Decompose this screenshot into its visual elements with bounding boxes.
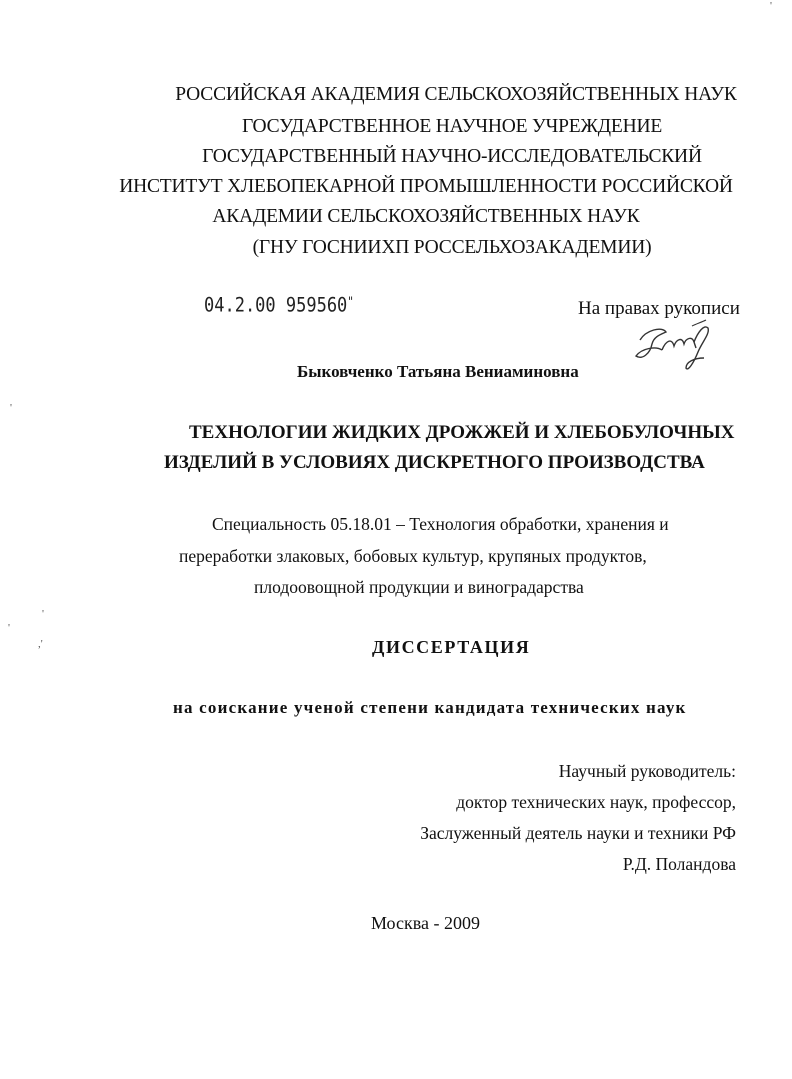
scan-speck: ' [770,0,772,12]
author-signature [632,318,722,376]
place-and-year: Москва - 2009 [371,913,480,933]
supervisor-title: доктор технических наук, профессор, [456,792,736,812]
institution-line-1: РОССИЙСКАЯ АКАДЕМИЯ СЕЛЬСКОХОЗЯЙСТВЕННЫХ НАУК [175,84,737,105]
institution-line-4: ИНСТИТУТ ХЛЕБОПЕКАРНОЙ ПРОМЫШЛЕННОСТИ РОССИЙСКОЙ [119,176,733,197]
institution-line-5: АКАДЕМИИ СЕЛЬСКОХОЗЯЙСТВЕННЫХ НАУК [212,206,640,227]
library-stamp-text: 04.2.00 959560 [204,294,348,317]
specialty-line-1: Специальность 05.18.01 – Технология обработки, хранения и [212,514,669,534]
institution-line-6: (ГНУ ГОСНИИХП РОССЕЛЬХОЗАКАДЕМИИ) [252,237,652,258]
scan-speck: ' [10,402,12,414]
scan-speck: ' [42,608,44,620]
specialty-line-2: переработки злаковых, бобовых культур, крупяных продуктов, [179,546,647,566]
specialty-line-3: плодоовощной продукции и виноградарства [254,577,584,597]
degree-sought: на соискание ученой степени кандидата технических наук [173,698,687,717]
institution-line-3: ГОСУДАРСТВЕННЫЙ НАУЧНО-ИССЛЕДОВАТЕЛЬСКИЙ [202,146,702,167]
supervisor-heading: Научный руководитель: [558,761,736,781]
document-type: ДИССЕРТАЦИЯ [372,637,531,657]
dissertation-title-line-1: ТЕХНОЛОГИИ ЖИДКИХ ДРОЖЖЕЙ И ХЛЕБОБУЛОЧНЫХ [189,422,735,443]
institution-line-2: ГОСУДАРСТВЕННОЕ НАУЧНОЕ УЧРЕЖДЕНИЕ [241,116,663,137]
supervisor-name: Р.Д. Поландова [622,854,736,874]
dissertation-title-line-2: ИЗДЕЛИЙ В УСЛОВИЯХ ДИСКРЕТНОГО ПРОИЗВОДСТВА [164,452,705,473]
scan-speck: ,' [38,638,43,650]
manuscript-rights-note: На правах рукописи [578,298,740,319]
scan-speck: ' [8,622,10,634]
library-stamp-number: 04.2.00 959560" [204,294,354,317]
supervisor-honor: Заслуженный деятель науки и техники РФ [420,823,736,843]
author-name: Быковченко Татьяна Вениаминовна [297,362,579,381]
